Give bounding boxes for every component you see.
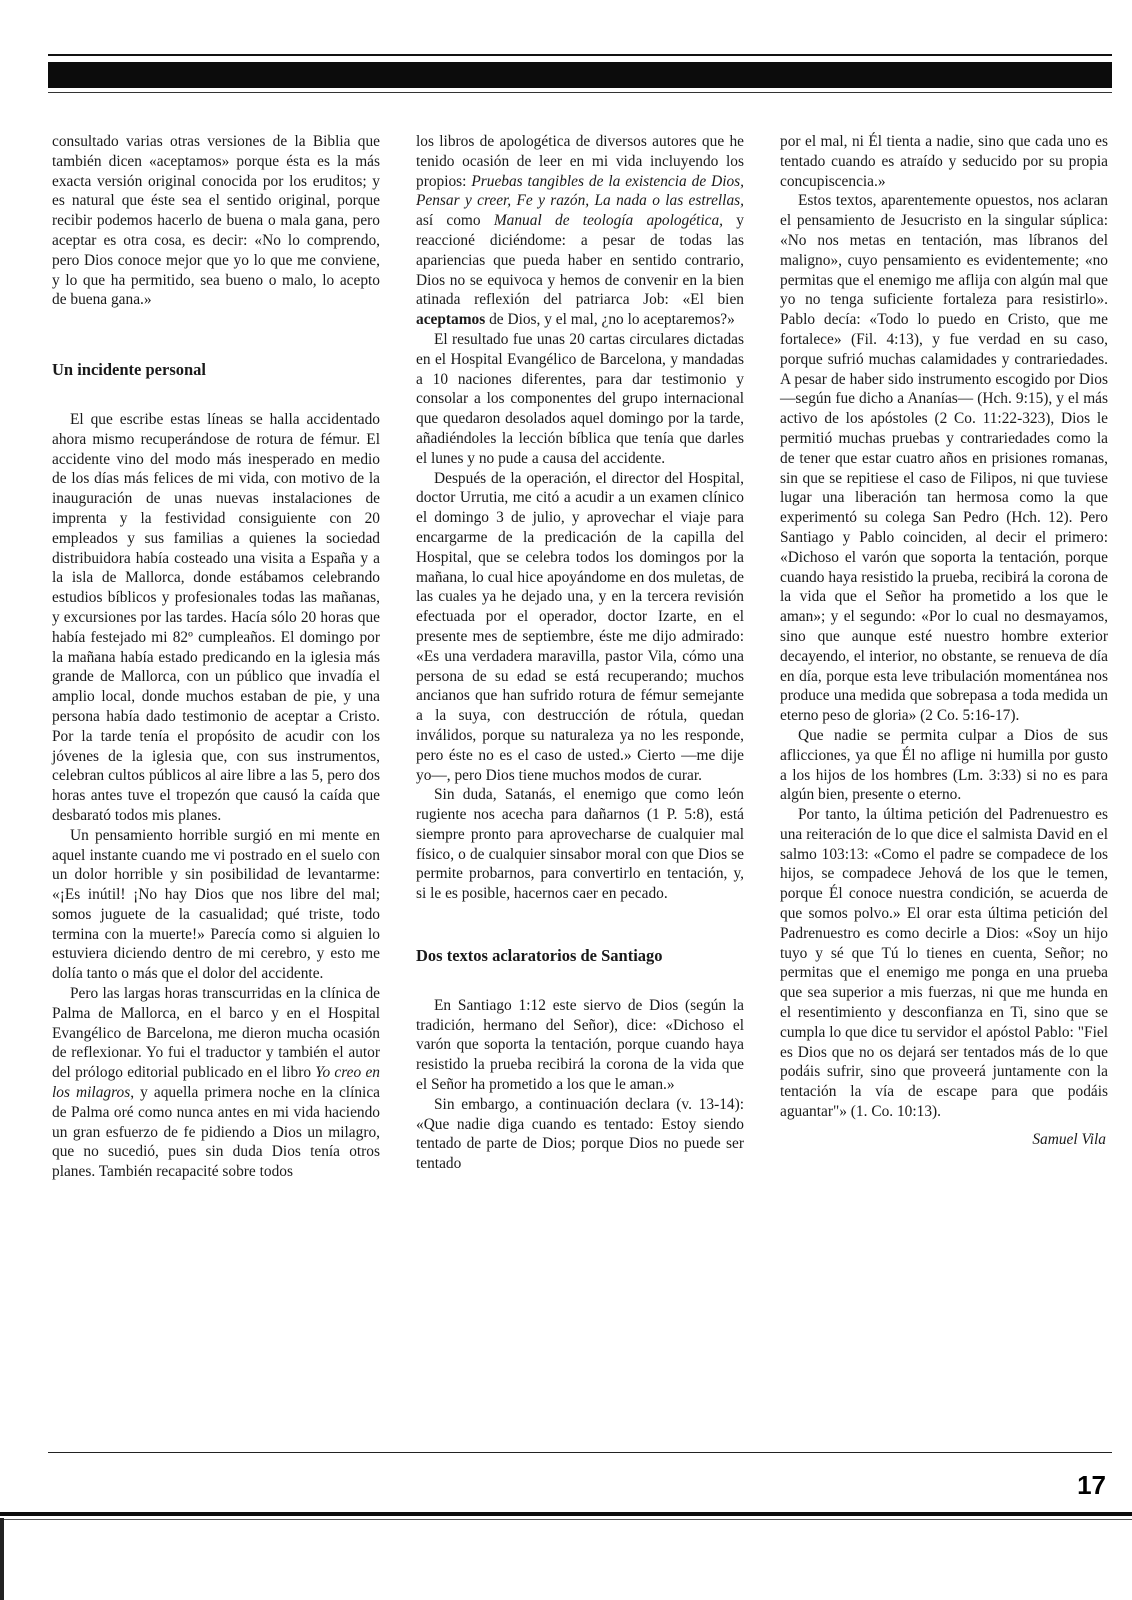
paragraph: Sin embargo, a continuación declara (v. 13-14): «Que nadie diga cuando es tentado: Estoy siendo tentado de parte de Dios; porque Dios no puede ser tentado	[416, 1095, 744, 1173]
section-heading-santiago: Dos textos aclaratorios de Santiago	[416, 946, 663, 966]
text-run: así como	[416, 212, 494, 230]
paragraph: Sin duda, Satanás, el enemigo que como león rugiente nos acecha para dañarnos (1 P. 5:8), está siempre pronto para aprovecharse de cualquier mal físico, o de cualquier sinsabor moral con que Dios se permite probarnos, para convertirlo en tentación, y, si le es posible, hacernos caer en pecado.	[416, 786, 744, 903]
text-run: , y aquella primera noche en la clínica de Palma oré como nunca antes en mi vida haciendo un gran esfuerzo de fe pidiendo a Dios un milagro, que no sucedió, pues sin duda Dios tenía otros planes. También recapacité sobre todos	[52, 1084, 380, 1181]
text-run: Pero las largas horas transcurridas en la clínica de Palma de Mallorca, en el barco y en el Hospital Evangélico de Barcelona, me dieron mucha ocasión de reflexionar. Yo fui el traductor y también el autor del prólogo editorial publicado en el libro	[52, 985, 380, 1082]
emphasis: aceptamos	[416, 311, 486, 329]
paragraph: El que escribe estas líneas se halla accidentado ahora mismo recuperándose de rotura de fémur. El accidente vino del modo más inesperado en medio de los días más felices de mi vida, con motivo de la inauguración de unas nuevas instalaciones de imprenta y la festividad consiguiente con 20 empleados y sus familias a quienes la sociedad distribuidora había costeado una visita a España y a la isla de Mallorca, donde estábamos celebrando estudios bíblicos y profesionales todas las mañanas, y excursiones por las tardes. Hacía sólo 20 horas que había festejado mi 82º cumpleaños. El domingo por la mañana había estado predicando en la iglesia más grande de Mallorca, con un público que invadía el amplio local, donde muchos estaban de pie, y una persona había dado testimonio de aceptar a Cristo. Por la tarde tenía el propósito de acudir con los jóvenes de la iglesia que, con sus instrumentos, celebran cultos públicos al aire libre a las 5, pero dos horas antes tuve el tropezón que causó la caída que desbarató todos mis planes.	[52, 410, 380, 824]
paragraph: consultado varias otras versiones de la Biblia que también dicen «aceptamos» porque ésta es la más exacta versión original conocida por los eruditos; y es natural que éste sea el sentido original, porque recibir podemos hacerlo de buena o mala gana, pero aceptar es otra cosa, es decir: «No lo comprendo, pero Dios conoce mejor que yo lo que me conviene, y lo que ha permitido, sea bueno o malo, lo acepto de buena gana.»	[52, 133, 380, 309]
paragraph	[416, 132, 744, 330]
text-run: los libros de apologética de diversos autores que he tenido ocasión de leer en mi vida incluyendo los propios:	[416, 133, 744, 190]
paragraph: Por tanto, la última petición del Padrenuestro es una reiteración de lo que dice el salmista David en el salmo 103:13: «Como el padre se compadece de los hijos, se compadece Jehová de los que le temen, porque Él conoce nuestra condición, se acuerda de que somos polvo.» El orar esta última petición del Padrenuestro es como decirle a Dios: «Soy un hijo tuyo y sé que Tú lo tienes en cuenta, Señor; no permitas que el enemigo me ponga en una prueba que sea superior a mis fuerzas, ni que me hunda en el resentimiento y desconfianza en Ti, sino que se cumpla lo que dice tu servidor el apóstol Pablo: "Fiel es Dios que no os dejará ser tentados más de lo que podáis sufrir, sino que proveerá juntamente con la tentación la vía de escape para que podáis aguantar"» (1. Co. 10:13).	[780, 806, 1108, 1121]
page-number: 17	[1077, 1470, 1106, 1500]
bottom-under-rule	[0, 1519, 1132, 1520]
book-title: Yo creo en los milagros	[52, 1064, 380, 1102]
top-under-rule	[48, 92, 1112, 93]
paragraph: Después de la operación, el director del Hospital, doctor Urrutia, me citó a acudir a un examen clínico el domingo 3 de julio, y aprovechar el viaje para encargarme de la predicación de la capilla del Hospital, que se celebra todos los domingos por la mañana, lo cual hice apoyándome en dos muletas, de las cuales ya he dejado una, y en la tercera revisión efectuada por el operador, doctor Izarte, en el presente mes de septiembre, éste me dijo admirado: «Es una verdadera maravilla, pastor Vila, cómo una persona de su edad se está recuperando; muchos ancianos que han sufrido rotura de fémur semejante a la suya, con destrucción de rótula, quedan inválidos, porque su naturaleza ya no les responde, pero éste no es el caso de usted.» Cierto —me dije yo—, pero Dios tiene muchos modos de curar.	[416, 469, 744, 784]
text-run: de Dios, y el mal, ¿no lo aceptaremos?»	[485, 311, 735, 329]
top-black-bar	[48, 62, 1112, 88]
paragraph: En Santiago 1:12 este siervo de Dios (según la tradición, hermano del Señor), dice: «Dichoso el varón que soporta la tentación, porque cuando haya resistido la prueba recibirá la corona de la vida que el Señor ha prometido a los que le aman.»	[416, 996, 744, 1094]
paragraph: Un pensamiento horrible surgió en mi mente en aquel instante cuando me vi postrado en el suelo con un dolor horrible y sin posibilidad de levantarme: «¡Es inútil! ¡No hay Dios que nos libre del mal; somos juguete de la casualidad; qué triste, todo termina con la muerte!» Parecía como si alguien lo estuviera diciendo dentro de mi cerebro, y esto me dolía tanto o más que el dolor del accidente.	[52, 826, 380, 983]
paragraph: por el mal, ni Él tienta a nadie, sino que cada uno es tentado cuando es atraído y seducido por su propia concupiscencia.»	[780, 133, 1108, 190]
text-run: y reaccioné diciéndome: a pesar de todas las apariencias que pueda haber en sentido contrario, Dios no se equivoca y hemos de convenir en la bien atinada reflexión del patriarca Job: «El bien	[416, 212, 744, 309]
paragraph: Estos textos, aparentemente opuestos, nos aclaran el pensamiento de Jesucristo en la singular súplica: «No nos metas en tentación, mas líbranos del maligno», cuyo pensamiento es evidentemente; «no permitas que el enemigo me aflija con algún mal que yo no tenga suficiente fortaleza para resistirlo». Pablo decía: «Todo lo puedo en Cristo, que me fortalece» (Fil. 4:13), y fue verdad en su caso, porque sufrió muchas calamidades y contrariedades. A pesar de haber sido instrumento escogido por Dios —según fue dicho a Ananías— (Hch. 9:15), y el más activo de los apóstoles (2 Co. 11:22-323), Dios le permitió muchas pruebas y contrariedades como la de tener que estar cuatro años en prisiones romanas, sin que se repitiese el caso de Filipos, ni que tuviese lugar una liberación tan hermosa como la que experimentó su colega San Pedro (Hch. 12). Pero Santiago y Pablo coinciden, al decir el primero: «Dichoso el varón que soporta la tentación, porque cuando haya resistido la prueba, recibirá la corona de la vida que el Señor ha prometido a los que le aman»; y el segundo: «Por lo cual no desmayamos, sino que aunque esté nuestro hombre exterior decayendo, el interior, no obstante, se renueva de día en día, porque esta leve tribulación momentánea nos produce una medida que sobrepasa a toda medida un eterno peso de gloria» (2 Co. 5:16-17).	[780, 192, 1108, 725]
book-title: Manual de teología apologética,	[493, 212, 724, 230]
column-2	[416, 132, 744, 1174]
column-1	[52, 132, 380, 1182]
paragraph	[52, 984, 380, 1182]
paragraph: Que nadie se permita culpar a Dios de sus aflicciones, ya que Él no aflige ni humilla por gusto a los hijos de los hombres (Lm. 3:33) si no es para algún bien, presente o eterno.	[780, 726, 1108, 804]
top-thin-rule	[48, 54, 1112, 56]
paragraph: El resultado fue unas 20 cartas circulares dictadas en el Hospital Evangélico de Barcelona, y mandadas a 10 naciones diferentes, para dar testimonio y consolar a los componentes del grupo internacional que quedaron desolados aquel domingo por la tarde, añadiéndoles la lección bíblica que tenía que darles el lunes y no pude a causa del accidente.	[416, 330, 744, 467]
author-signature: Samuel Vila	[1032, 1130, 1106, 1148]
section-heading-incidente: Un incidente personal	[52, 360, 207, 380]
scan-edge-mark	[0, 1518, 4, 1600]
bottom-thin-rule	[48, 1452, 1112, 1453]
book-titles: Pruebas tangibles de la existencia de Dios, Pensar y creer, Fe y razón, La nada o las estrellas,	[416, 172, 745, 210]
bottom-black-bar	[0, 1512, 1132, 1516]
column-3	[780, 132, 1108, 1150]
